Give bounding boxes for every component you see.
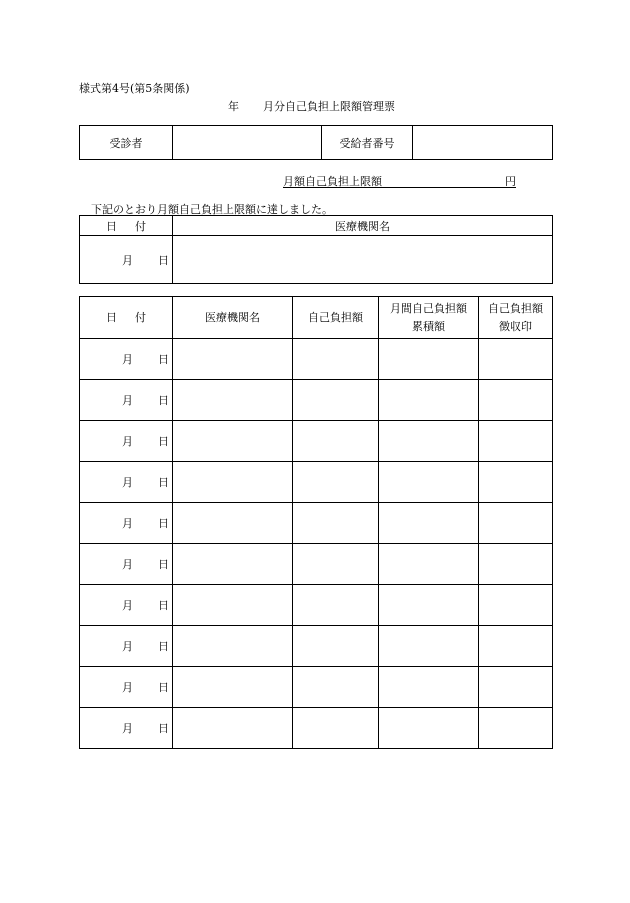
ledger-row [80,462,553,503]
ledger-copay-cell[interactable] [293,585,379,626]
limit-reached-note: 下記のとおり月額自己負担上限額に達しました。 [91,203,333,216]
title-text: 月分自己負担上限額管理票 [263,100,395,113]
copay-ledger-table [79,296,553,749]
ledger-cumulative-cell[interactable] [379,462,479,503]
ledger-row [80,339,553,380]
ledger-date-cell[interactable]: 月 日 [80,544,173,585]
ledger-row [80,667,553,708]
ledger-cumulative-cell[interactable] [379,708,479,749]
ledger-date-cell[interactable]: 月 日 [80,421,173,462]
ledger-copay-cell[interactable] [293,462,379,503]
ledger-copay-cell[interactable] [293,544,379,585]
ledger-stamp-cell[interactable] [479,503,553,544]
recipient-table [79,125,553,160]
ledger-row [80,380,553,421]
ledger-cumulative-cell[interactable] [379,503,479,544]
recipient-number-field[interactable] [413,126,553,160]
ledger-stamp-cell[interactable] [479,339,553,380]
ledger-cumulative-cell[interactable] [379,585,479,626]
ledger-cumulative-cell[interactable] [379,544,479,585]
ledger-institution-header: 医療機関名 [173,297,293,339]
ledger-institution-cell[interactable] [173,421,293,462]
reached-date-cell[interactable]: 月 日 [80,236,173,284]
ledger-copay-cell[interactable] [293,421,379,462]
ledger-cumulative-cell[interactable] [379,339,479,380]
ledger-stamp-cell[interactable] [479,708,553,749]
ledger-copay-cell[interactable] [293,503,379,544]
limit-reached-table [79,215,553,284]
ledger-cumulative-header: 月間自己負担額 累積額 [379,297,479,339]
ledger-row [80,708,553,749]
ledger-copay-cell[interactable] [293,626,379,667]
ledger-date-header: 日 付 [80,297,173,339]
ledger-copay-cell[interactable] [293,708,379,749]
ledger-stamp-cell[interactable] [479,380,553,421]
ledger-institution-cell[interactable] [173,380,293,421]
ledger-stamp-cell[interactable] [479,585,553,626]
ledger-cumulative-cell[interactable] [379,421,479,462]
ledger-date-cell[interactable]: 月 日 [80,626,173,667]
ledger-row [80,421,553,462]
recipient-number-label: 受給者番号 [322,126,413,160]
ledger-stamp-cell[interactable] [479,626,553,667]
patient-field[interactable] [173,126,322,160]
ledger-stamp-header: 自己負担額 徴収印 [479,297,553,339]
ledger-institution-cell[interactable] [173,667,293,708]
ledger-institution-cell[interactable] [173,462,293,503]
document-title [228,98,395,114]
date-header: 日 付 [80,216,173,236]
ledger-date-cell[interactable]: 月 日 [80,708,173,749]
ledger-institution-cell[interactable] [173,708,293,749]
ledger-date-cell[interactable]: 月 日 [80,462,173,503]
ledger-institution-cell[interactable] [173,503,293,544]
ledger-copay-cell[interactable] [293,667,379,708]
reached-institution-cell[interactable] [173,236,553,284]
ledger-row [80,503,553,544]
ledger-row [80,585,553,626]
ledger-institution-cell[interactable] [173,585,293,626]
title-year: 年 [228,100,239,113]
ledger-date-cell[interactable]: 月 日 [80,339,173,380]
ledger-row [80,626,553,667]
ledger-stamp-cell[interactable] [479,462,553,503]
patient-label: 受診者 [80,126,173,160]
form-number-label: 様式第4号(第5条関係) [79,82,190,95]
ledger-institution-cell[interactable] [173,339,293,380]
ledger-stamp-cell[interactable] [479,421,553,462]
yen-unit: 円 [505,175,516,188]
ledger-date-cell[interactable]: 月 日 [80,585,173,626]
ledger-cumulative-cell[interactable] [379,667,479,708]
ledger-copay-cell[interactable] [293,339,379,380]
ledger-cumulative-cell[interactable] [379,626,479,667]
ledger-copay-header: 自己負担額 [293,297,379,339]
ledger-cumulative-cell[interactable] [379,380,479,421]
monthly-limit-line[interactable] [283,173,516,188]
ledger-date-cell[interactable]: 月 日 [80,380,173,421]
ledger-row [80,544,553,585]
ledger-stamp-cell[interactable] [479,544,553,585]
ledger-institution-cell[interactable] [173,626,293,667]
ledger-stamp-cell[interactable] [479,667,553,708]
ledger-date-cell[interactable]: 月 日 [80,503,173,544]
monthly-limit-label: 月額自己負担上限額 [283,175,382,188]
ledger-copay-cell[interactable] [293,380,379,421]
ledger-date-cell[interactable]: 月 日 [80,667,173,708]
institution-header: 医療機関名 [173,216,553,236]
ledger-institution-cell[interactable] [173,544,293,585]
